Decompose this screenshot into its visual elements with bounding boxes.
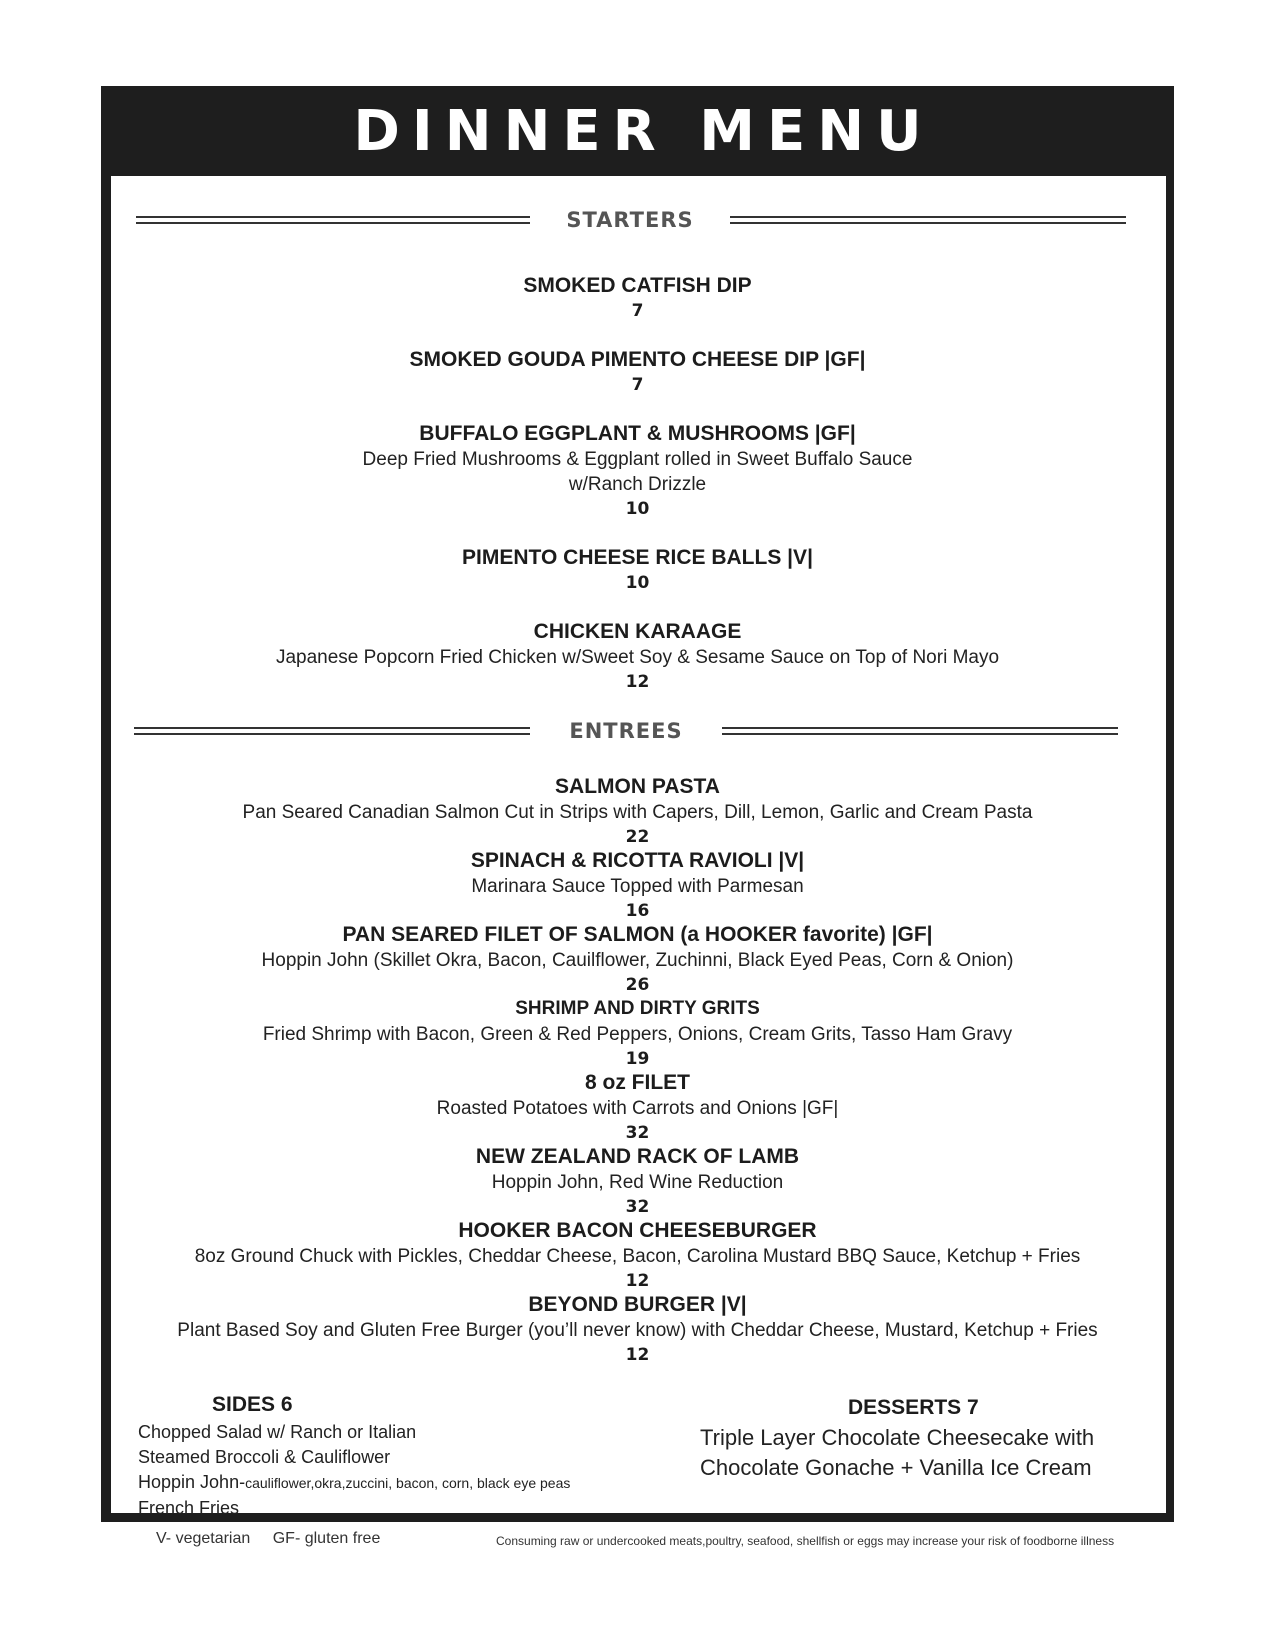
side-item: Chopped Salad w/ Ranch or Italian [138, 1422, 417, 1442]
item-name: HOOKER BACON CHEESEBURGER [458, 1219, 817, 1242]
item-description: Pan Seared Canadian Salmon Cut in Strips with Capers, Dill, Lemon, Garlic and Cream Pasta [242, 802, 1033, 823]
menu-title: DINNER MENU [353, 98, 934, 164]
menu-item [101, 346, 1174, 397]
sides-section [138, 1390, 698, 1521]
menu-item [101, 995, 1174, 1071]
item-description: Deep Fried Mushrooms & Eggplant rolled in Sweet Buffalo Sauce [362, 449, 913, 470]
item-price: 12 [625, 1345, 650, 1365]
item-price: 22 [625, 827, 650, 847]
divider-rule [134, 727, 530, 735]
item-price: 7 [631, 301, 644, 321]
item-description: Plant Based Soy and Gluten Free Burger (you’ll never know) with Cheddar Cheese, Mustard, Ketchup + Fries [177, 1320, 1098, 1341]
legend-gluten-free: GF- gluten free [272, 1530, 381, 1547]
item-description: Hoppin John, Red Wine Reduction [491, 1172, 784, 1193]
item-price: 32 [625, 1123, 650, 1143]
divider-rule [730, 216, 1126, 224]
side-item: Steamed Broccoli & Cauliflower [138, 1447, 391, 1467]
menu-item [101, 1069, 1174, 1145]
divider-rule [722, 727, 1118, 735]
menu-item [101, 1291, 1174, 1367]
item-price: 10 [625, 499, 650, 519]
item-price: 7 [631, 375, 644, 395]
item-description: Marinara Sauce Topped with Parmesan [471, 876, 804, 897]
desserts-section [700, 1393, 1130, 1483]
menu-item [101, 1217, 1174, 1293]
menu-item [101, 618, 1174, 694]
item-description: Hoppin John (Skillet Okra, Bacon, Cauilflower, Zuchinni, Black Eyed Peas, Corn & Onion) [261, 950, 1014, 971]
item-price: 12 [625, 672, 650, 692]
food-safety-warning: Consuming raw or undercooked meats,poultry, seafood, shellfish or eggs may increase your risk of foodborne illness [496, 1534, 1115, 1548]
item-description: 8oz Ground Chuck with Pickles, Cheddar Cheese, Bacon, Carolina Mustard BBQ Sauce, Ketchup + Fries [194, 1246, 1081, 1267]
starters-heading [136, 208, 1126, 232]
menu-item [101, 773, 1174, 849]
item-price: 10 [625, 573, 650, 593]
legend-vegetarian: V- vegetarian [156, 1530, 251, 1547]
divider-rule [136, 216, 530, 224]
item-description: Roasted Potatoes with Carrots and Onions |GF| [436, 1098, 839, 1119]
item-price: 19 [625, 1049, 650, 1069]
item-name: PIMENTO CHEESE RICE BALLS |V| [462, 546, 813, 569]
menu-header [101, 86, 1174, 176]
menu-item [101, 420, 1174, 521]
menu-item [101, 272, 1174, 323]
item-name: SPINACH & RICOTTA RAVIOLI |V| [470, 849, 805, 872]
entrees-heading [134, 719, 1118, 743]
menu-item [101, 847, 1174, 923]
item-price: 16 [625, 901, 650, 921]
menu-item [101, 921, 1174, 997]
dessert-line: Chocolate Gonache + Vanilla Ice Cream [700, 1455, 1092, 1480]
side-item-detail: cauliflower,okra,zuccini, bacon, corn, black eye peas [245, 1475, 571, 1491]
item-name: SHRIMP AND DIRTY GRITS [515, 998, 760, 1019]
item-name: SALMON PASTA [555, 775, 720, 798]
item-price: 12 [625, 1271, 650, 1291]
entrees-label: ENTREES [569, 719, 683, 743]
sides-title: SIDES 6 [212, 1393, 293, 1416]
side-item: French Fries [138, 1498, 240, 1518]
item-name: NEW ZEALAND RACK OF LAMB [475, 1145, 800, 1168]
dessert-line: Triple Layer Chocolate Cheesecake with [700, 1425, 1095, 1450]
item-name: CHICKEN KARAAGE [533, 620, 742, 643]
item-price: 26 [625, 975, 650, 995]
item-description: w/Ranch Drizzle [568, 474, 707, 495]
starters-label: STARTERS [566, 208, 694, 232]
side-item-hoppin-john [138, 1470, 698, 1496]
item-description: Fried Shrimp with Bacon, Green & Red Peppers, Onions, Cream Grits, Tasso Ham Gravy [262, 1024, 1013, 1045]
item-name: 8 oz FILET [585, 1071, 690, 1094]
item-name: BUFFALO EGGPLANT & MUSHROOMS |GF| [419, 422, 856, 445]
menu-item [101, 1143, 1174, 1219]
desserts-title: DESSERTS 7 [848, 1396, 979, 1419]
item-name: BEYOND BURGER |V| [528, 1293, 747, 1316]
dietary-legend [156, 1530, 398, 1548]
item-name: SMOKED CATFISH DIP [523, 274, 752, 297]
item-price: 32 [625, 1197, 650, 1217]
side-item-name: Hoppin John- [138, 1472, 246, 1492]
item-name: PAN SEARED FILET OF SALMON (a HOOKER favorite) |GF| [342, 923, 933, 946]
menu-item [101, 544, 1174, 595]
item-name: SMOKED GOUDA PIMENTO CHEESE DIP |GF| [409, 348, 866, 371]
item-description: Japanese Popcorn Fried Chicken w/Sweet Soy & Sesame Sauce on Top of Nori Mayo [275, 647, 1000, 668]
